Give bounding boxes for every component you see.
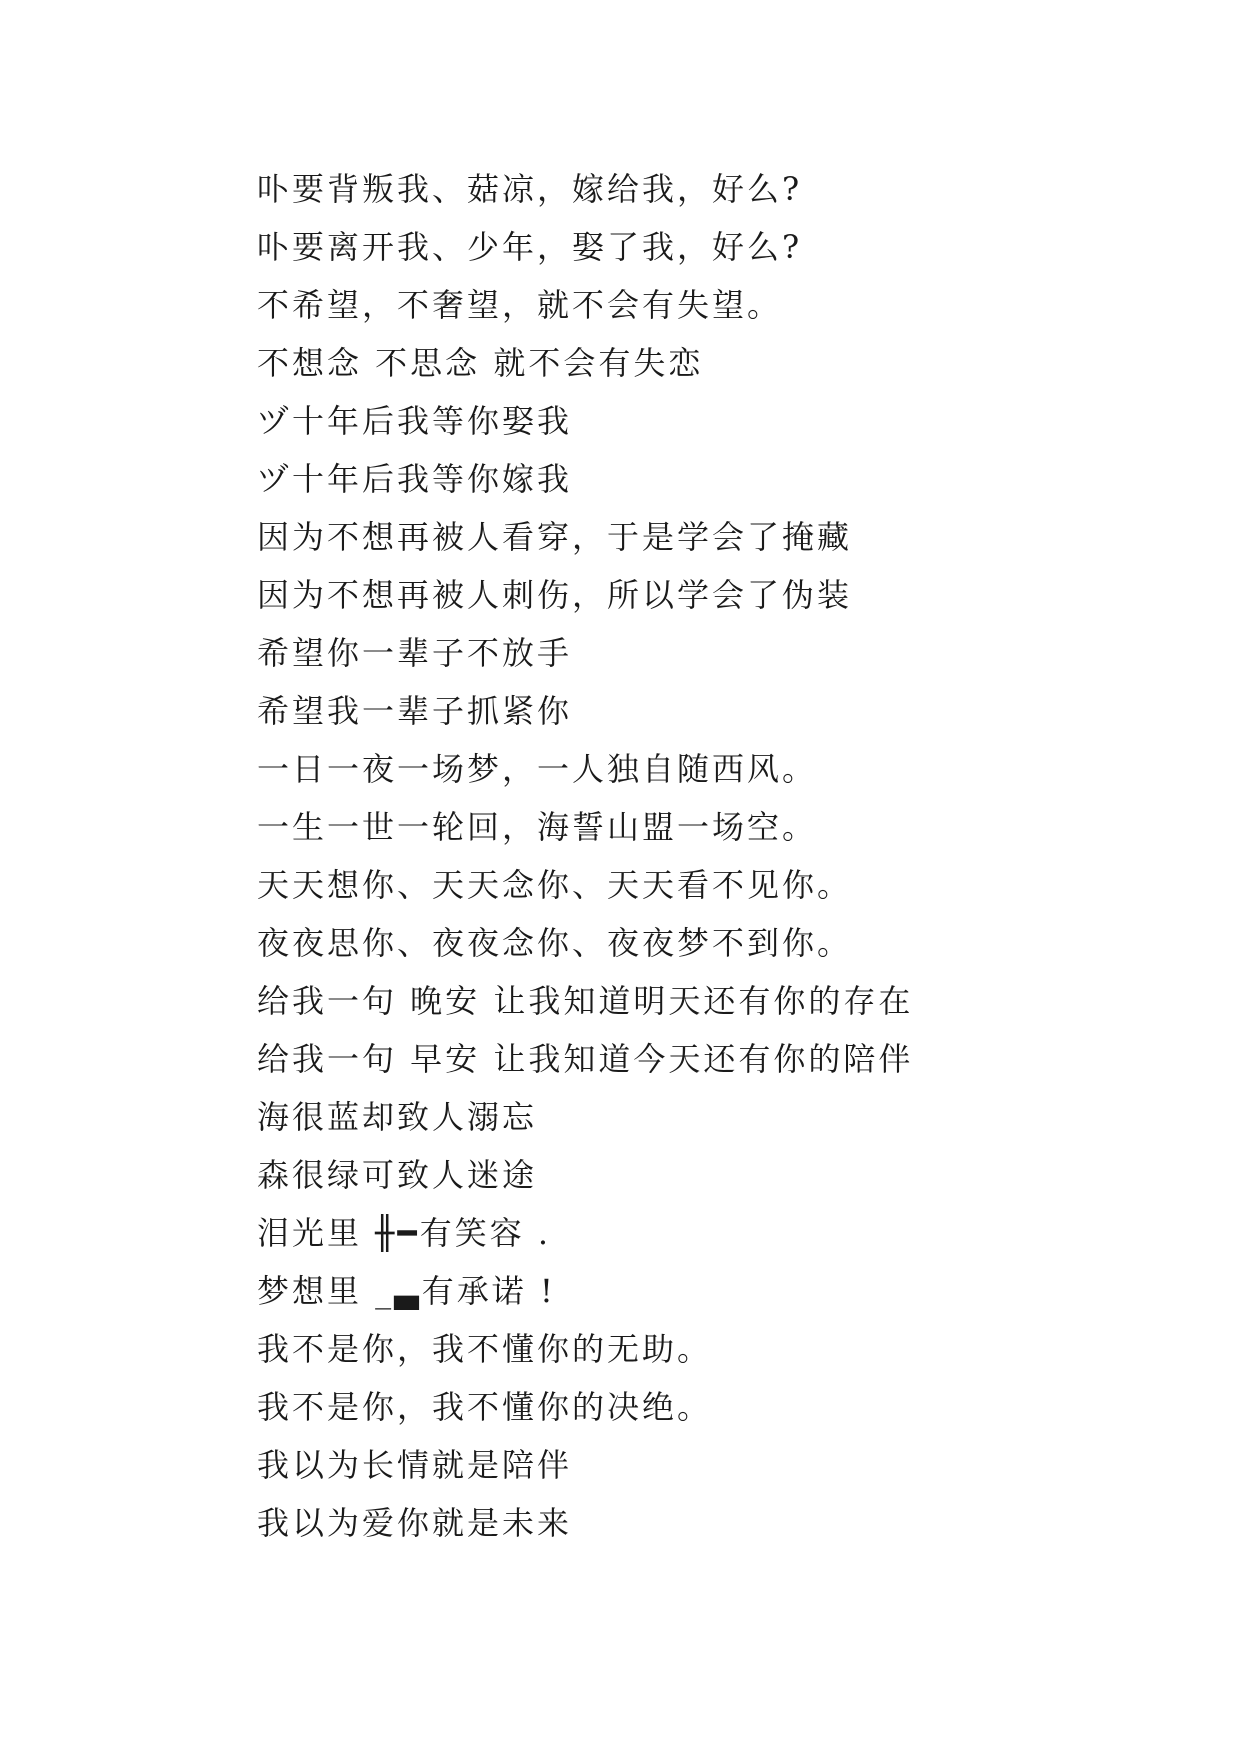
text-line: 给我一句 晚安 让我知道明天还有你的存在 [257, 982, 914, 1020]
text-line: 我以为长情就是陪伴 [257, 1446, 573, 1484]
text-line: 森很绿可致人迷途 [257, 1156, 538, 1194]
text-line: 天天想你、天天念你、天天看不见你。 [257, 866, 853, 904]
text-line: 我以为爱你就是未来 [257, 1504, 573, 1542]
text-line: 卟要背叛我、菇凉，嫁给我，好么? [257, 170, 803, 208]
text-line: 一生一世一轮回，海誓山盟一场空。 [257, 808, 818, 846]
text-line: 因为不想再被人刺伤，所以学会了伪装 [257, 576, 853, 614]
poem-lines [257, 160, 913, 1552]
text-line: 卟要离开我、少年，娶了我，好么? [257, 228, 803, 266]
text-line: 夜夜思你、夜夜念你、夜夜梦不到你。 [257, 924, 853, 962]
text-line: ヅ十年后我等你嫁我 [257, 460, 573, 498]
text-line: ヅ十年后我等你娶我 [257, 402, 573, 440]
text-line: 不希望，不奢望，就不会有失望。 [257, 286, 783, 324]
text-line: 给我一句 早安 让我知道今天还有你的陪伴 [257, 1040, 914, 1078]
text-line: 一日一夜一场梦，一人独自随西风。 [257, 750, 818, 788]
text-line: 不想念 不思念 就不会有失恋 [257, 344, 704, 382]
text-line: 希望你一辈子不放手 [257, 634, 573, 672]
text-line: 泪光里 ╫━有笑容 . [257, 1214, 552, 1252]
text-line: 因为不想再被人看穿，于是学会了掩藏 [257, 518, 853, 556]
text-line: 我不是你，我不懂你的决绝。 [257, 1388, 713, 1426]
text-line: 我不是你，我不懂你的无助。 [257, 1330, 713, 1368]
text-line: 海很蓝却致人溺忘 [257, 1098, 538, 1136]
text-line: 梦想里 _▃有承诺 ! [257, 1272, 556, 1310]
text-line: 希望我一辈子抓紧你 [257, 692, 573, 730]
